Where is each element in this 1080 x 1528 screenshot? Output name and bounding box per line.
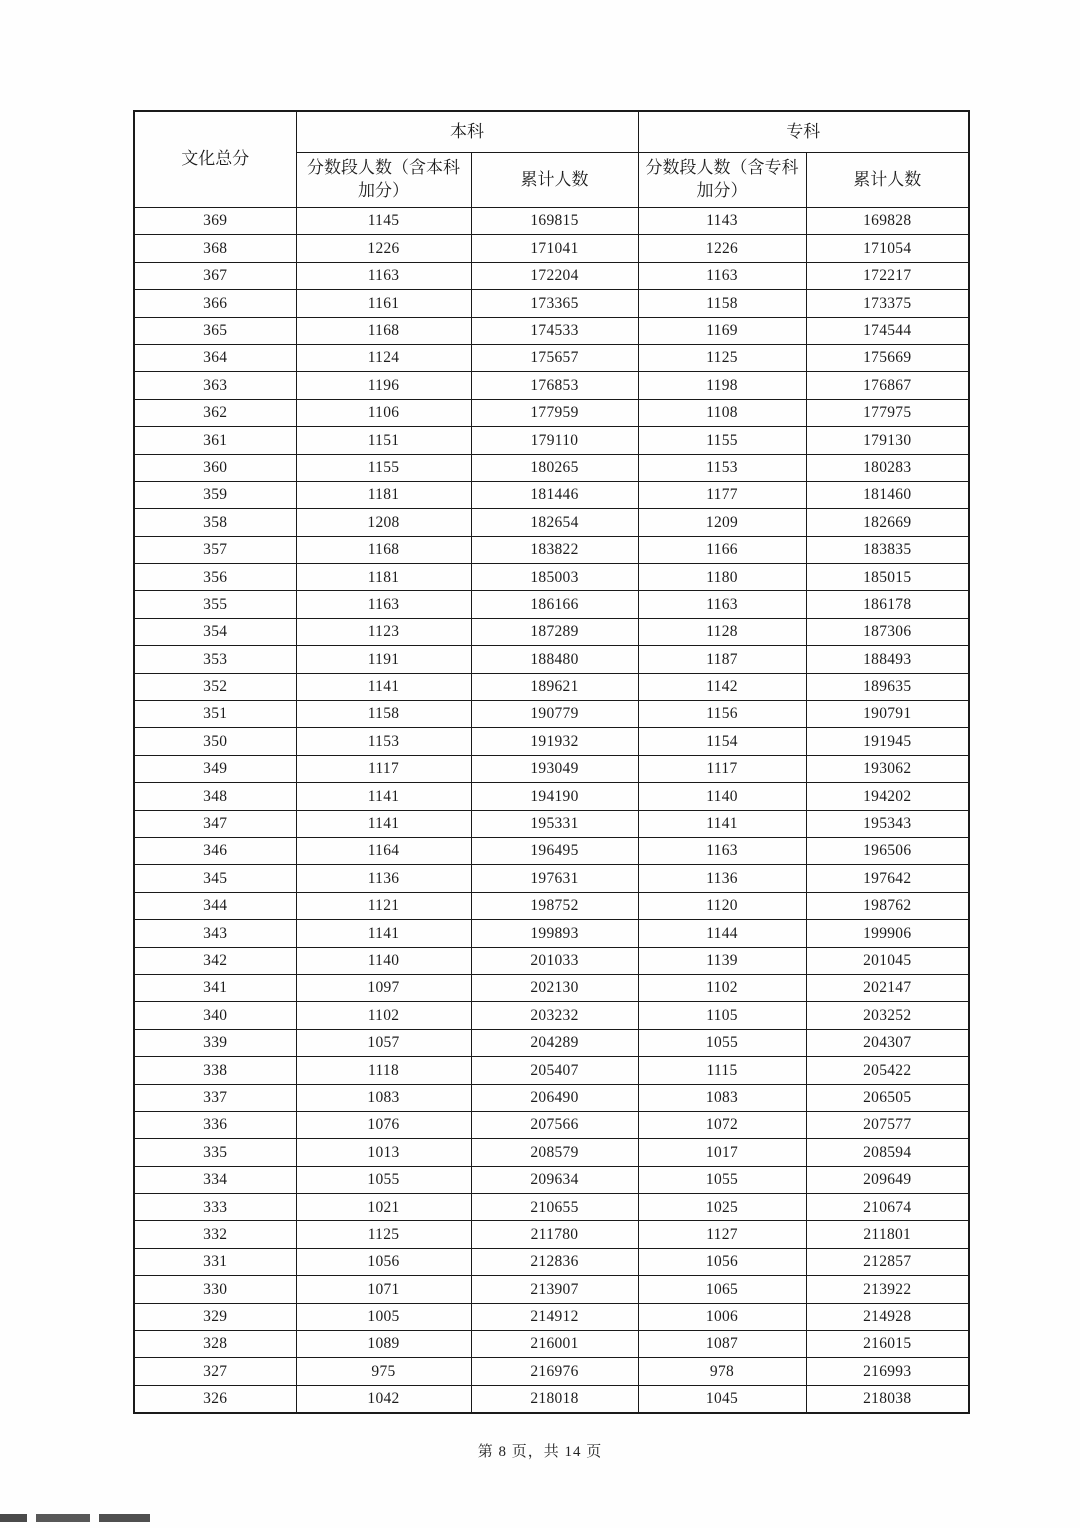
table-cell: 1006 bbox=[638, 1303, 806, 1330]
table-cell: 194190 bbox=[471, 783, 638, 810]
table-cell: 201033 bbox=[471, 947, 638, 974]
table-cell: 207566 bbox=[471, 1111, 638, 1138]
table-cell: 181460 bbox=[806, 481, 969, 508]
table-cell: 357 bbox=[134, 536, 296, 563]
table-cell: 1102 bbox=[296, 1002, 471, 1029]
table-cell: 190791 bbox=[806, 701, 969, 728]
table-cell: 348 bbox=[134, 783, 296, 810]
table-cell: 1168 bbox=[296, 317, 471, 344]
table-cell: 191932 bbox=[471, 728, 638, 755]
table-row bbox=[134, 591, 969, 618]
table-cell: 328 bbox=[134, 1331, 296, 1358]
table-cell: 333 bbox=[134, 1194, 296, 1221]
table-cell: 1117 bbox=[296, 755, 471, 782]
table-cell: 364 bbox=[134, 344, 296, 371]
table-cell: 1156 bbox=[638, 701, 806, 728]
table-cell: 203232 bbox=[471, 1002, 638, 1029]
table-cell: 978 bbox=[638, 1358, 806, 1385]
table-cell: 1141 bbox=[638, 810, 806, 837]
table-cell: 344 bbox=[134, 892, 296, 919]
table-cell: 183835 bbox=[806, 536, 969, 563]
table-cell: 1158 bbox=[638, 290, 806, 317]
table-cell: 329 bbox=[134, 1303, 296, 1330]
table-cell: 1065 bbox=[638, 1276, 806, 1303]
table-cell: 181446 bbox=[471, 481, 638, 508]
table-cell: 1153 bbox=[638, 454, 806, 481]
table-cell: 340 bbox=[134, 1002, 296, 1029]
table-cell: 172204 bbox=[471, 262, 638, 289]
table-cell: 354 bbox=[134, 618, 296, 645]
table-cell: 1181 bbox=[296, 564, 471, 591]
table-row bbox=[134, 920, 969, 947]
table-cell: 208579 bbox=[471, 1139, 638, 1166]
table-cell: 186178 bbox=[806, 591, 969, 618]
table-cell: 213907 bbox=[471, 1276, 638, 1303]
table-row bbox=[134, 372, 969, 399]
table-row bbox=[134, 1303, 969, 1330]
table-row bbox=[134, 481, 969, 508]
table-cell: 358 bbox=[134, 509, 296, 536]
table-cell: 175669 bbox=[806, 344, 969, 371]
table-cell: 1144 bbox=[638, 920, 806, 947]
table-cell: 1140 bbox=[638, 783, 806, 810]
table-cell: 171041 bbox=[471, 235, 638, 262]
table-row bbox=[134, 755, 969, 782]
table-cell: 203252 bbox=[806, 1002, 969, 1029]
table-cell: 342 bbox=[134, 947, 296, 974]
table-row bbox=[134, 1248, 969, 1275]
table-cell: 172217 bbox=[806, 262, 969, 289]
table-cell: 337 bbox=[134, 1084, 296, 1111]
table-cell: 1226 bbox=[296, 235, 471, 262]
table-cell: 211801 bbox=[806, 1221, 969, 1248]
table-cell: 198762 bbox=[806, 892, 969, 919]
table-cell: 1125 bbox=[638, 344, 806, 371]
table-row bbox=[134, 1385, 969, 1413]
table-cell: 204307 bbox=[806, 1029, 969, 1056]
table-cell: 1177 bbox=[638, 481, 806, 508]
table-cell: 1196 bbox=[296, 372, 471, 399]
table-cell: 202130 bbox=[471, 974, 638, 1001]
table-cell: 1164 bbox=[296, 837, 471, 864]
table-header bbox=[134, 111, 969, 208]
table-cell: 1140 bbox=[296, 947, 471, 974]
table-cell: 1072 bbox=[638, 1111, 806, 1138]
header-benke-cumulative: 累计人数 bbox=[471, 153, 638, 208]
table-cell: 1187 bbox=[638, 646, 806, 673]
table-cell: 180265 bbox=[471, 454, 638, 481]
table-cell: 366 bbox=[134, 290, 296, 317]
table-cell: 179130 bbox=[806, 427, 969, 454]
table-row bbox=[134, 509, 969, 536]
table-cell: 352 bbox=[134, 673, 296, 700]
table-cell: 177975 bbox=[806, 399, 969, 426]
table-cell: 1128 bbox=[638, 618, 806, 645]
table-row bbox=[134, 947, 969, 974]
table-cell: 193062 bbox=[806, 755, 969, 782]
table-cell: 1013 bbox=[296, 1139, 471, 1166]
table-cell: 334 bbox=[134, 1166, 296, 1193]
table-cell: 175657 bbox=[471, 344, 638, 371]
table-cell: 343 bbox=[134, 920, 296, 947]
table-cell: 346 bbox=[134, 837, 296, 864]
table-cell: 1198 bbox=[638, 372, 806, 399]
table-cell: 209649 bbox=[806, 1166, 969, 1193]
table-cell: 216993 bbox=[806, 1358, 969, 1385]
table-cell: 169815 bbox=[471, 208, 638, 235]
table-cell: 171054 bbox=[806, 235, 969, 262]
table-cell: 1154 bbox=[638, 728, 806, 755]
table-cell: 356 bbox=[134, 564, 296, 591]
table-cell: 212836 bbox=[471, 1248, 638, 1275]
table-cell: 196495 bbox=[471, 837, 638, 864]
table-cell: 1141 bbox=[296, 783, 471, 810]
table-cell: 1153 bbox=[296, 728, 471, 755]
table-cell: 363 bbox=[134, 372, 296, 399]
table-cell: 201045 bbox=[806, 947, 969, 974]
table-row bbox=[134, 1057, 969, 1084]
table-cell: 1143 bbox=[638, 208, 806, 235]
table-cell: 174544 bbox=[806, 317, 969, 344]
table-cell: 195331 bbox=[471, 810, 638, 837]
table-cell: 212857 bbox=[806, 1248, 969, 1275]
table-body bbox=[134, 208, 969, 1414]
table-cell: 1163 bbox=[296, 591, 471, 618]
table-row bbox=[134, 646, 969, 673]
table-cell: 1136 bbox=[638, 865, 806, 892]
table-cell: 1017 bbox=[638, 1139, 806, 1166]
table-cell: 335 bbox=[134, 1139, 296, 1166]
table-cell: 210674 bbox=[806, 1194, 969, 1221]
table-cell: 179110 bbox=[471, 427, 638, 454]
table-cell: 213922 bbox=[806, 1276, 969, 1303]
table-cell: 176867 bbox=[806, 372, 969, 399]
table-cell: 341 bbox=[134, 974, 296, 1001]
table-row bbox=[134, 454, 969, 481]
table-cell: 1105 bbox=[638, 1002, 806, 1029]
header-zhuanke-cumulative: 累计人数 bbox=[806, 153, 969, 208]
table-row bbox=[134, 892, 969, 919]
table-cell: 1163 bbox=[638, 262, 806, 289]
table-cell: 1180 bbox=[638, 564, 806, 591]
table-cell: 210655 bbox=[471, 1194, 638, 1221]
table-cell: 1209 bbox=[638, 509, 806, 536]
table-row bbox=[134, 1166, 969, 1193]
table-cell: 326 bbox=[134, 1385, 296, 1413]
table-cell: 199893 bbox=[471, 920, 638, 947]
table-cell: 205422 bbox=[806, 1057, 969, 1084]
table-cell: 1055 bbox=[296, 1166, 471, 1193]
table-cell: 199906 bbox=[806, 920, 969, 947]
table-row bbox=[134, 865, 969, 892]
table-cell: 1136 bbox=[296, 865, 471, 892]
header-group-zhuanke: 专科 bbox=[638, 111, 969, 153]
table-cell: 1141 bbox=[296, 920, 471, 947]
table-cell: 1106 bbox=[296, 399, 471, 426]
table-cell: 1191 bbox=[296, 646, 471, 673]
table-cell: 216001 bbox=[471, 1331, 638, 1358]
table-cell: 182654 bbox=[471, 509, 638, 536]
table-cell: 327 bbox=[134, 1358, 296, 1385]
table-row bbox=[134, 673, 969, 700]
table-cell: 185003 bbox=[471, 564, 638, 591]
table-cell: 1045 bbox=[638, 1385, 806, 1413]
table-cell: 187289 bbox=[471, 618, 638, 645]
table-cell: 1076 bbox=[296, 1111, 471, 1138]
table-cell: 197631 bbox=[471, 865, 638, 892]
table-cell: 180283 bbox=[806, 454, 969, 481]
table-cell: 169828 bbox=[806, 208, 969, 235]
table-row bbox=[134, 974, 969, 1001]
table-cell: 206490 bbox=[471, 1084, 638, 1111]
table-cell: 193049 bbox=[471, 755, 638, 782]
table-cell: 347 bbox=[134, 810, 296, 837]
table-cell: 189621 bbox=[471, 673, 638, 700]
table-row bbox=[134, 837, 969, 864]
table-cell: 204289 bbox=[471, 1029, 638, 1056]
table-row bbox=[134, 399, 969, 426]
table-cell: 1055 bbox=[638, 1029, 806, 1056]
table-cell: 1141 bbox=[296, 673, 471, 700]
table-cell: 1056 bbox=[638, 1248, 806, 1275]
table-cell: 206505 bbox=[806, 1084, 969, 1111]
table-cell: 361 bbox=[134, 427, 296, 454]
table-row bbox=[134, 317, 969, 344]
table-row bbox=[134, 701, 969, 728]
table-cell: 191945 bbox=[806, 728, 969, 755]
table-cell: 1083 bbox=[296, 1084, 471, 1111]
table-cell: 1005 bbox=[296, 1303, 471, 1330]
table-cell: 367 bbox=[134, 262, 296, 289]
table-cell: 1161 bbox=[296, 290, 471, 317]
table-row bbox=[134, 1194, 969, 1221]
table-cell: 189635 bbox=[806, 673, 969, 700]
table-cell: 1226 bbox=[638, 235, 806, 262]
table-cell: 1025 bbox=[638, 1194, 806, 1221]
table-cell: 1158 bbox=[296, 701, 471, 728]
table-cell: 190779 bbox=[471, 701, 638, 728]
table-row bbox=[134, 1084, 969, 1111]
table-row bbox=[134, 810, 969, 837]
table-row bbox=[134, 564, 969, 591]
table-cell: 1208 bbox=[296, 509, 471, 536]
table-cell: 1163 bbox=[296, 262, 471, 289]
table-cell: 205407 bbox=[471, 1057, 638, 1084]
table-cell: 177959 bbox=[471, 399, 638, 426]
table-row bbox=[134, 1029, 969, 1056]
table-row bbox=[134, 1002, 969, 1029]
table-cell: 330 bbox=[134, 1276, 296, 1303]
header-group-row bbox=[134, 111, 969, 153]
table-cell: 1108 bbox=[638, 399, 806, 426]
table-cell: 1125 bbox=[296, 1221, 471, 1248]
table-cell: 194202 bbox=[806, 783, 969, 810]
table-cell: 1124 bbox=[296, 344, 471, 371]
table-cell: 186166 bbox=[471, 591, 638, 618]
table-row bbox=[134, 536, 969, 563]
table-cell: 1169 bbox=[638, 317, 806, 344]
header-benke-segment: 分数段人数（含本科加分） bbox=[296, 153, 471, 208]
table-cell: 1097 bbox=[296, 974, 471, 1001]
table-cell: 331 bbox=[134, 1248, 296, 1275]
table-cell: 1123 bbox=[296, 618, 471, 645]
table-cell: 345 bbox=[134, 865, 296, 892]
table-cell: 1057 bbox=[296, 1029, 471, 1056]
table-cell: 1168 bbox=[296, 536, 471, 563]
table-cell: 339 bbox=[134, 1029, 296, 1056]
table-cell: 1166 bbox=[638, 536, 806, 563]
table-cell: 1121 bbox=[296, 892, 471, 919]
table-row bbox=[134, 235, 969, 262]
table-cell: 187306 bbox=[806, 618, 969, 645]
table-cell: 1071 bbox=[296, 1276, 471, 1303]
page-number-footer: 第 8 页，共 14 页 bbox=[477, 1444, 603, 1460]
table-cell: 173375 bbox=[806, 290, 969, 317]
table-cell: 350 bbox=[134, 728, 296, 755]
table-cell: 1117 bbox=[638, 755, 806, 782]
table-cell: 1118 bbox=[296, 1057, 471, 1084]
table-cell: 173365 bbox=[471, 290, 638, 317]
table-cell: 1127 bbox=[638, 1221, 806, 1248]
table-cell: 351 bbox=[134, 701, 296, 728]
table-cell: 216015 bbox=[806, 1331, 969, 1358]
score-distribution-table bbox=[133, 110, 970, 1414]
table-cell: 355 bbox=[134, 591, 296, 618]
table-cell: 1142 bbox=[638, 673, 806, 700]
table-cell: 185015 bbox=[806, 564, 969, 591]
table-cell: 1089 bbox=[296, 1331, 471, 1358]
table-cell: 198752 bbox=[471, 892, 638, 919]
table-row bbox=[134, 427, 969, 454]
table-row bbox=[134, 783, 969, 810]
table-row bbox=[134, 1276, 969, 1303]
header-zhuanke-segment: 分数段人数（含专科加分） bbox=[638, 153, 806, 208]
table-cell: 362 bbox=[134, 399, 296, 426]
table-cell: 353 bbox=[134, 646, 296, 673]
table-cell: 214912 bbox=[471, 1303, 638, 1330]
table-cell: 218018 bbox=[471, 1385, 638, 1413]
table-row bbox=[134, 1221, 969, 1248]
table-cell: 176853 bbox=[471, 372, 638, 399]
table-cell: 360 bbox=[134, 454, 296, 481]
table-cell: 218038 bbox=[806, 1385, 969, 1413]
table-cell: 1155 bbox=[296, 454, 471, 481]
table-cell: 207577 bbox=[806, 1111, 969, 1138]
table-cell: 365 bbox=[134, 317, 296, 344]
table-cell: 1145 bbox=[296, 208, 471, 235]
table-cell: 182669 bbox=[806, 509, 969, 536]
table-cell: 211780 bbox=[471, 1221, 638, 1248]
table-cell: 1139 bbox=[638, 947, 806, 974]
scan-artifact bbox=[0, 1514, 150, 1522]
table-cell: 188480 bbox=[471, 646, 638, 673]
table-cell: 1042 bbox=[296, 1385, 471, 1413]
header-group-benke: 本科 bbox=[296, 111, 638, 153]
table-cell: 216976 bbox=[471, 1358, 638, 1385]
table-row bbox=[134, 1358, 969, 1385]
table-cell: 202147 bbox=[806, 974, 969, 1001]
table-cell: 336 bbox=[134, 1111, 296, 1138]
table-row bbox=[134, 1139, 969, 1166]
table-cell: 1151 bbox=[296, 427, 471, 454]
table-cell: 188493 bbox=[806, 646, 969, 673]
table-cell: 1120 bbox=[638, 892, 806, 919]
table-row bbox=[134, 618, 969, 645]
table-cell: 1155 bbox=[638, 427, 806, 454]
table-cell: 1021 bbox=[296, 1194, 471, 1221]
table-cell: 1115 bbox=[638, 1057, 806, 1084]
table-cell: 1055 bbox=[638, 1166, 806, 1193]
table-cell: 332 bbox=[134, 1221, 296, 1248]
header-score-column: 文化总分 bbox=[134, 111, 296, 208]
table-row bbox=[134, 728, 969, 755]
table-cell: 208594 bbox=[806, 1139, 969, 1166]
table-cell: 1056 bbox=[296, 1248, 471, 1275]
table-cell: 1141 bbox=[296, 810, 471, 837]
table-cell: 195343 bbox=[806, 810, 969, 837]
table-cell: 369 bbox=[134, 208, 296, 235]
table-cell: 214928 bbox=[806, 1303, 969, 1330]
table-cell: 196506 bbox=[806, 837, 969, 864]
table-cell: 1087 bbox=[638, 1331, 806, 1358]
table-row bbox=[134, 262, 969, 289]
table-cell: 183822 bbox=[471, 536, 638, 563]
table-cell: 1163 bbox=[638, 837, 806, 864]
table-cell: 1163 bbox=[638, 591, 806, 618]
table-cell: 975 bbox=[296, 1358, 471, 1385]
table-cell: 368 bbox=[134, 235, 296, 262]
table-cell: 359 bbox=[134, 481, 296, 508]
table-cell: 174533 bbox=[471, 317, 638, 344]
table-row bbox=[134, 290, 969, 317]
table-cell: 209634 bbox=[471, 1166, 638, 1193]
table-row bbox=[134, 1111, 969, 1138]
table-cell: 197642 bbox=[806, 865, 969, 892]
table-cell: 349 bbox=[134, 755, 296, 782]
table-cell: 1083 bbox=[638, 1084, 806, 1111]
table-cell: 1102 bbox=[638, 974, 806, 1001]
table-row bbox=[134, 344, 969, 371]
table-cell: 338 bbox=[134, 1057, 296, 1084]
table-row bbox=[134, 1331, 969, 1358]
table-row bbox=[134, 208, 969, 235]
table-cell: 1181 bbox=[296, 481, 471, 508]
